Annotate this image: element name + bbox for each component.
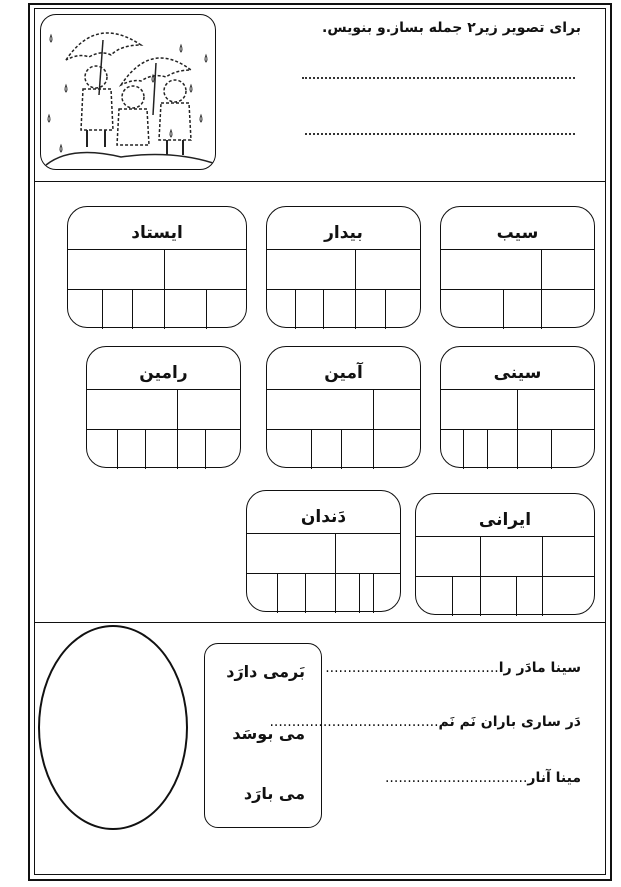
word-box-ramin [86,346,241,468]
answer-line-1[interactable] [302,77,575,79]
sentence-dots[interactable]: ...................................... [269,714,439,730]
word-box-istad [67,206,247,328]
verb-option: بَرمی دارَد [226,662,305,681]
section-divider-2 [34,622,606,623]
sentence-2 [269,714,581,730]
section-divider-1 [34,181,606,182]
sentence-text: دَر ساری باران نَم نَم [438,714,581,730]
sentence-3 [385,770,581,786]
sentence-text: مینا آنار [527,770,581,786]
sentence-dots[interactable]: ................................ [384,770,528,786]
word-box-dandan [246,490,401,612]
word-box-bidar [266,206,421,328]
word-label: ایرانی [478,510,532,530]
verb-options-box [204,643,322,828]
word-label: سینی [493,363,542,383]
word-label: بیدار [324,223,363,243]
word-label: ایستاد [131,223,183,243]
drawing-circle[interactable] [38,625,188,830]
sentence-1 [325,660,581,676]
verb-option: می بوسَد [232,724,305,743]
rain-children-picture [40,14,216,170]
answer-line-2[interactable] [305,133,575,135]
children-umbrella-rain-icon [41,15,216,170]
verb-option: می بارَد [243,784,305,803]
instruction-text: برای تصویر زیر۲ جمله بساز.و بنویس. [322,20,581,36]
sentence-text: سینا مادَر را [498,660,581,676]
word-label: دَندان [300,507,347,527]
sentence-dots[interactable]: ....................................... [325,660,499,676]
word-box-sini [440,346,595,468]
word-box-amin [266,346,421,468]
word-label: رامین [139,363,188,383]
word-box-sib [440,206,595,328]
word-label: سیب [496,223,539,243]
word-box-irani [415,493,595,615]
word-label: آمین [324,363,363,383]
